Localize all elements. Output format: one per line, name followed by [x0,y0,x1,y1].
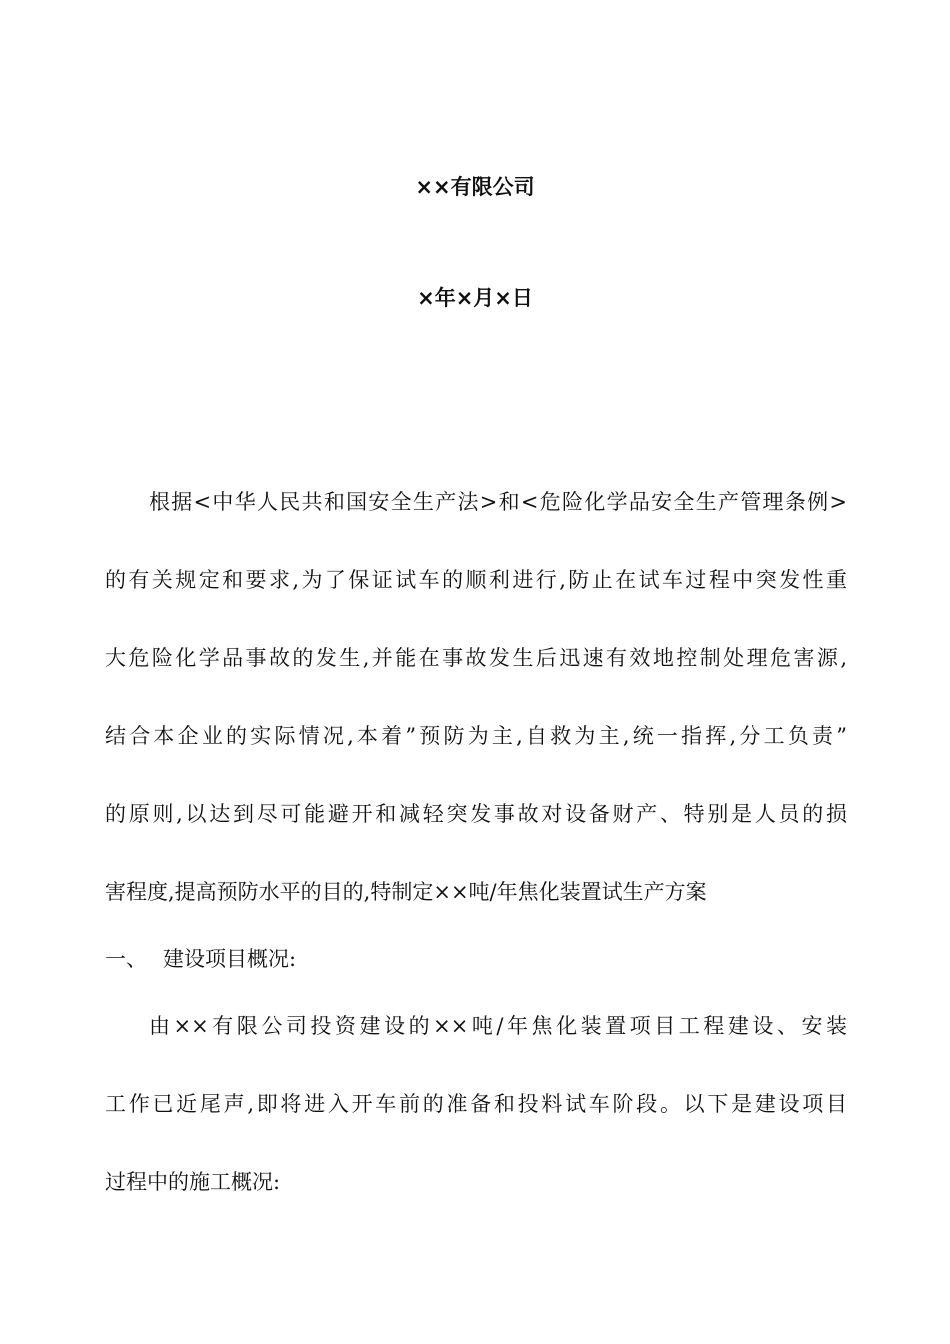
section-line-3: 过程中的施工概况: [105,1170,281,1194]
intro-line-6: 害程度,提高预防水平的目的,特制定××吨/年焦化装置试生产方案 [105,880,707,904]
intro-line-5: 的原则,以达到尽可能避开和减轻突发事故对设备财产、特别是人员的损 [105,802,847,826]
section-title: 建设项目概况: [163,947,297,971]
intro-line-1: 根据<中华人民共和国安全生产法>和<危险化学品安全生产管理条例> [149,490,847,514]
document-date: ×年×月×日 [417,286,533,310]
intro-line-2: 的有关规定和要求,为了保证试车的顺利进行,防止在试车过程中突发性重 [105,568,847,592]
section-heading [105,944,296,974]
section-number: 一、 [105,947,147,971]
intro-line-4: 结合本企业的实际情况,本着”预防为主,自救为主,统一指挥,分工负责” [105,724,847,748]
company-name: ××有限公司 [415,175,535,199]
intro-line-3: 大危险化学品事故的发生,并能在事故发生后迅速有效地控制处理危害源, [105,646,847,670]
section-line-1: 由××有限公司投资建设的××吨/年焦化装置项目工程建设、安装 [149,1014,847,1038]
section-line-2: 工作已近尾声,即将进入开车前的准备和投料试车阶段。以下是建设项目 [105,1092,847,1116]
